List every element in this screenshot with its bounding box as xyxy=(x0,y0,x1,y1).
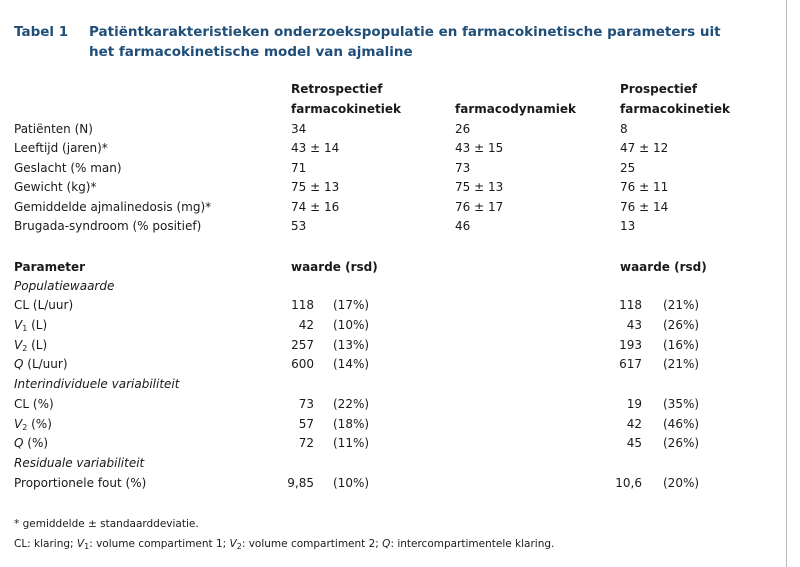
pros-pk-value: 25 xyxy=(620,161,636,175)
table-label: Tabel 1 xyxy=(14,24,69,40)
pros-param-rsd: (26%) xyxy=(663,436,700,450)
patient-row-label: Gewicht (kg)* xyxy=(14,180,97,194)
retro-param-value: 57 xyxy=(298,417,314,431)
retro-param-value: 42 xyxy=(298,318,314,332)
fn-v1-sub: 1 xyxy=(84,542,90,551)
retro-pd-value: 76 ± 17 xyxy=(455,200,504,214)
parameter-header: Parameter xyxy=(14,260,86,274)
prospective-header: Prospectief xyxy=(620,82,698,96)
pros-pk-header: farmacokinetiek xyxy=(620,102,730,116)
retro-value-header: waarde (rsd) xyxy=(291,260,378,274)
parameter-symbol: V xyxy=(14,318,23,332)
section-interindividual: Interindividuele variabiliteit xyxy=(14,377,180,391)
parameter-symbol: CL xyxy=(14,298,30,312)
retro-pd-value: 46 xyxy=(455,219,471,233)
retro-param-value: 73 xyxy=(298,397,314,411)
fn-cl: CL: klaring; xyxy=(14,538,77,550)
pros-param-value: 118 xyxy=(619,298,642,312)
retro-param-value: 118 xyxy=(291,298,314,312)
retro-pk-header: farmacokinetiek xyxy=(291,102,401,116)
patient-row-label: Gemiddelde ajmalinedosis (mg)* xyxy=(14,200,212,214)
fn-q-symbol: Q xyxy=(382,538,391,550)
patient-row-label: Geslacht (% man) xyxy=(14,161,122,175)
fn-v1-text: : volume compartiment 1; xyxy=(89,538,230,550)
parameter-unit: (L/uur) xyxy=(29,298,74,312)
patient-row-label: Patiënten (N) xyxy=(14,122,93,136)
parameter-unit: (%) xyxy=(23,436,49,450)
fn-q-text: : intercompartimentele klaring. xyxy=(390,538,555,550)
parameter-symbol: Q xyxy=(14,436,24,450)
parameter-symbol: V xyxy=(14,417,23,431)
pros-param-rsd: (26%) xyxy=(663,318,700,332)
parameter-symbol: V xyxy=(14,338,23,352)
residual-label: Proportionele fout (%) xyxy=(14,476,147,490)
retro-pk-value: 34 xyxy=(291,122,307,136)
parameter-label xyxy=(14,357,68,372)
retro-param-rsd: (10%) xyxy=(333,318,370,332)
fn-v2-symbol: V xyxy=(229,538,237,550)
pros-pk-value: 13 xyxy=(620,219,636,233)
retro-param-rsd: (18%) xyxy=(333,417,370,431)
retro-pk-value: 53 xyxy=(291,219,307,233)
section-residual: Residuale variabiliteit xyxy=(14,456,145,470)
parameter-label xyxy=(14,318,47,333)
parameter-unit: (%) xyxy=(27,417,52,431)
pros-param-value: 617 xyxy=(619,357,642,371)
parameter-subscript: 1 xyxy=(22,324,28,333)
pros-param-value: 43 xyxy=(626,318,642,332)
page-right-border xyxy=(786,0,787,567)
retro-param-value: 9,85 xyxy=(287,476,314,490)
pros-param-value: 19 xyxy=(626,397,642,411)
pros-pk-value: 8 xyxy=(620,122,628,136)
retro-pd-value: 75 ± 13 xyxy=(455,180,504,194)
footnote-mean-sd: * gemiddelde ± standaarddeviatie. xyxy=(14,518,199,530)
pros-param-rsd: (21%) xyxy=(663,357,700,371)
pros-param-value: 45 xyxy=(626,436,642,450)
retro-param-rsd: (22%) xyxy=(333,397,370,411)
retro-pd-value: 43 ± 15 xyxy=(455,141,504,155)
parameter-subscript: 2 xyxy=(22,423,28,432)
pros-param-rsd: (35%) xyxy=(663,397,700,411)
patient-row-label: Leeftijd (jaren)* xyxy=(14,141,108,155)
retro-param-rsd: (14%) xyxy=(333,357,370,371)
parameter-label xyxy=(14,298,73,313)
fn-v2-sub: 2 xyxy=(236,542,242,551)
parameter-unit: (L) xyxy=(27,318,48,332)
patient-row-label: Brugada-syndroom (% positief) xyxy=(14,219,202,233)
fn-v1-symbol: V xyxy=(76,538,85,550)
parameter-unit: (L) xyxy=(27,338,48,352)
table-title: Patiëntkarakteristieken onderzoekspopulatie en farmacokinetische parameters uit het farmacokinetische model van ajmaline xyxy=(89,24,721,60)
parameter-label xyxy=(14,417,52,432)
parameter-label xyxy=(14,397,54,412)
parameter-symbol: Q xyxy=(14,357,24,371)
section-population: Populatiewaarde xyxy=(14,279,115,293)
parameter-subscript: 2 xyxy=(22,344,28,353)
retro-param-value: 72 xyxy=(298,436,314,450)
pros-param-rsd: (16%) xyxy=(663,338,700,352)
pros-pk-value: 47 ± 12 xyxy=(620,141,669,155)
footnote-abbreviations xyxy=(14,537,554,552)
pros-param-rsd: (46%) xyxy=(663,417,700,431)
retro-pk-value: 43 ± 14 xyxy=(291,141,340,155)
pros-pk-value: 76 ± 14 xyxy=(620,200,669,214)
retro-param-rsd: (10%) xyxy=(333,476,370,490)
pros-param-value: 10,6 xyxy=(615,476,642,490)
retro-pd-value: 73 xyxy=(455,161,471,175)
retro-pk-value: 75 ± 13 xyxy=(291,180,340,194)
retro-param-value: 600 xyxy=(291,357,314,371)
pros-param-value: 42 xyxy=(626,417,642,431)
pros-param-rsd: (21%) xyxy=(663,298,700,312)
retro-pd-header: farmacodynamiek xyxy=(455,102,576,116)
retro-pd-value: 26 xyxy=(455,122,471,136)
retro-param-value: 257 xyxy=(291,338,314,352)
retro-param-rsd: (17%) xyxy=(333,298,370,312)
retro-param-rsd: (13%) xyxy=(333,338,370,352)
parameter-symbol: CL xyxy=(14,397,30,411)
retro-pk-value: 71 xyxy=(291,161,307,175)
pros-pk-value: 76 ± 11 xyxy=(620,180,669,194)
pros-param-rsd: (20%) xyxy=(663,476,700,490)
parameter-label xyxy=(14,436,48,451)
retro-param-rsd: (11%) xyxy=(333,436,370,450)
retro-pk-value: 74 ± 16 xyxy=(291,200,340,214)
pros-param-value: 193 xyxy=(619,338,642,352)
parameter-unit: (%) xyxy=(29,397,54,411)
pros-value-header: waarde (rsd) xyxy=(620,260,707,274)
retrospective-header: Retrospectief xyxy=(291,82,383,96)
parameter-label xyxy=(14,338,47,353)
fn-v2-text: : volume compartiment 2; xyxy=(241,538,383,550)
parameter-unit: (L/uur) xyxy=(23,357,68,371)
